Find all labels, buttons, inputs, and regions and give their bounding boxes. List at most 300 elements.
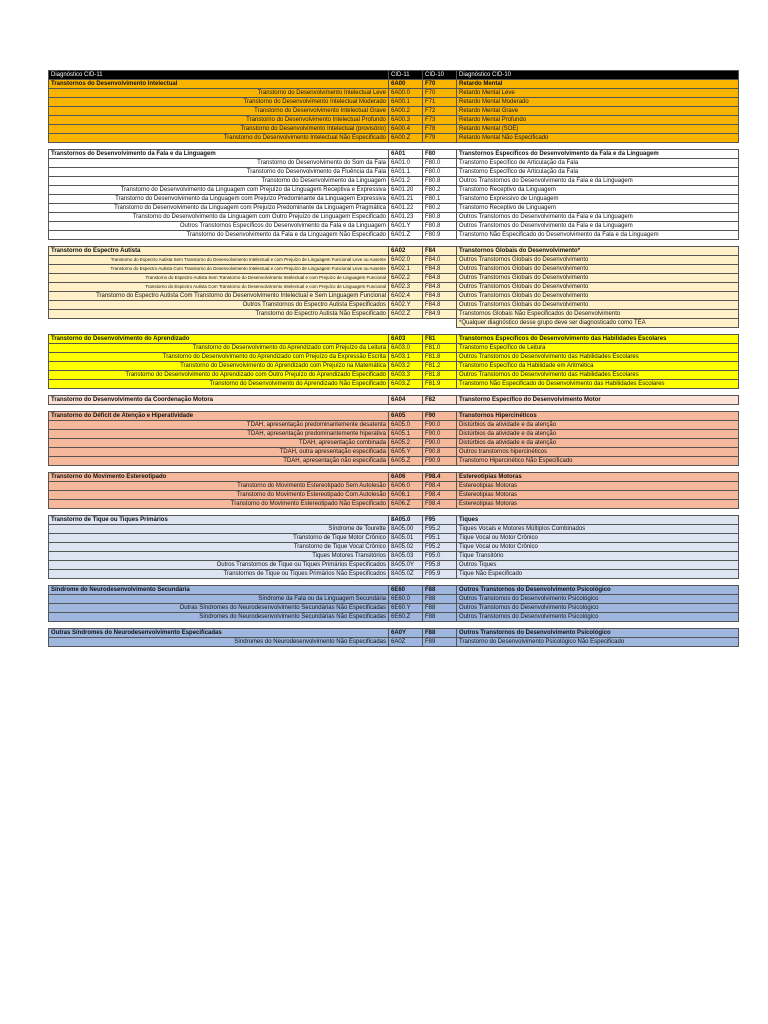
- cell-cid11-diagnosis: Outros Transtornos do Espectro Autista Especificados: [49, 301, 389, 310]
- section-title-row: [49, 150, 739, 159]
- cell-cid11-diagnosis: Transtorno do Desenvolvimento Intelectual Não Especificado: [49, 134, 389, 143]
- section-title-row: [49, 396, 739, 405]
- cell-cid10-code: F80.0: [423, 159, 457, 168]
- cell-cid10-diagnosis: Outros Transtornos Globais do Desenvolvimento: [457, 256, 739, 265]
- section-gap: [49, 143, 739, 150]
- cell-cid10-code: F98.4: [423, 491, 457, 500]
- table-row: [49, 491, 739, 500]
- cell-cid11-diagnosis: Síndromes do Neurodesenvolvimento Secundárias Não Especificadas: [49, 613, 389, 622]
- cell-cid10-code: F88: [423, 586, 457, 595]
- empty-cell: [49, 319, 389, 328]
- table-row: [49, 159, 739, 168]
- table-row: [49, 195, 739, 204]
- cell-cid10-diagnosis: Outros Transtornos do Desenvolvimento Psicológico: [457, 586, 739, 595]
- cell-cid10-diagnosis: Outros Transtornos do Desenvolvimento Psicológico: [457, 629, 739, 638]
- cell-cid11-diagnosis: Transtorno de Tique Motor Crônico: [49, 534, 389, 543]
- gap-cell: [49, 509, 739, 516]
- cell-cid10-code: F78: [423, 125, 457, 134]
- table-row: [49, 638, 739, 647]
- cell-cid10-code: F82: [423, 396, 457, 405]
- cell-cid11-diagnosis: Transtorno do Espectro Autista Com Transtorno do Desenvolvimento Intelectual e com Prejuízo de Linguagem Funcional: [49, 283, 389, 292]
- cell-cid11-code: 6A01.20: [389, 186, 423, 195]
- section-title-row: [49, 335, 739, 344]
- gap-cell: [49, 405, 739, 412]
- cell-cid10-code: F84.9: [423, 310, 457, 319]
- cell-cid10-code: F79: [423, 134, 457, 143]
- cell-cid11-code: 6A02.3: [389, 283, 423, 292]
- cell-cid10-diagnosis: Tiques Vocais e Motores Múltiplos Combinados: [457, 525, 739, 534]
- cell-cid11-diagnosis: Transtorno do Movimento Estereotipado Não Especificado: [49, 500, 389, 509]
- cell-cid11-code: 6A02.1: [389, 265, 423, 274]
- cid-table: [48, 70, 739, 647]
- table-row: [49, 213, 739, 222]
- cell-cid11-code: 6E60.Z: [389, 613, 423, 622]
- section-title-row: [49, 412, 739, 421]
- cell-cid11-code: 6A03.2: [389, 362, 423, 371]
- table-row: [49, 265, 739, 274]
- cell-cid10-code: F81.9: [423, 380, 457, 389]
- empty-cell: [389, 319, 423, 328]
- cell-cid10-diagnosis: Transtorno Específico de Articulação da Fala: [457, 159, 739, 168]
- cell-cid10-diagnosis: Outros Transtornos do Desenvolvimento Psicológico: [457, 604, 739, 613]
- cell-cid11-code: 6A00: [389, 80, 423, 89]
- cell-cid11-code: 6A02.4: [389, 292, 423, 301]
- cell-cid11-code: 6A05: [389, 412, 423, 421]
- table-row: [49, 457, 739, 466]
- cell-cid10-diagnosis: Transtorno Receptivo da Linguagem: [457, 186, 739, 195]
- cell-cid11-diagnosis: Transtorno do Movimento Estereotipado: [49, 473, 389, 482]
- section-gap: [49, 389, 739, 396]
- table-row: [49, 430, 739, 439]
- cell-cid11-diagnosis: Transtorno do Movimento Estereotipado Com Autolesão: [49, 491, 389, 500]
- section-gap: [49, 509, 739, 516]
- cell-cid11-code: 6A05.Y: [389, 448, 423, 457]
- table-row: [49, 168, 739, 177]
- cell-cid11-code: 6E60.0: [389, 595, 423, 604]
- cell-cid11-code: 6A01.1: [389, 168, 423, 177]
- cell-cid10-diagnosis: Distúrbios da atividade e da atenção: [457, 439, 739, 448]
- cell-cid11-code: 8A05.01: [389, 534, 423, 543]
- gap-cell: [49, 622, 739, 629]
- cell-cid10-code: F90.9: [423, 457, 457, 466]
- cell-cid10-code: F95.2: [423, 525, 457, 534]
- header-cid11-diagnosis: Diagnóstico CID-11: [49, 71, 389, 80]
- cell-cid10-diagnosis: Outros Transtornos do Desenvolvimento da Fala e da Linguagem: [457, 222, 739, 231]
- cell-cid10-code: F80.8: [423, 213, 457, 222]
- footnote-text: *Qualquer diagnóstico desse grupo deve ser diagnosticado como TEA: [457, 319, 739, 328]
- cell-cid10-diagnosis: Outros Tiques: [457, 561, 739, 570]
- cell-cid11-code: 6A06: [389, 473, 423, 482]
- table-row: [49, 204, 739, 213]
- cell-cid11-code: 6A02.Z: [389, 310, 423, 319]
- cell-cid10-diagnosis: Outros Transtornos Globais do Desenvolvimento: [457, 265, 739, 274]
- cell-cid10-code: F88: [423, 613, 457, 622]
- cell-cid10-code: F84.0: [423, 256, 457, 265]
- cell-cid10-diagnosis: Transtorno Específico de Leitura: [457, 344, 739, 353]
- cell-cid11-code: 8A05.02: [389, 543, 423, 552]
- cell-cid10-code: F84.8: [423, 274, 457, 283]
- cell-cid10-code: F81.0: [423, 344, 457, 353]
- cell-cid11-diagnosis: Outros Transtornos Específicos do Desenvolvimento da Fala e da Linguagem: [49, 222, 389, 231]
- cell-cid11-diagnosis: Transtorno do Desenvolvimento da Coordenação Motora: [49, 396, 389, 405]
- cell-cid11-code: 6A05.Z: [389, 457, 423, 466]
- table-row: [49, 613, 739, 622]
- cell-cid11-diagnosis: TDAH, apresentação combinada: [49, 439, 389, 448]
- gap-cell: [49, 240, 739, 247]
- cell-cid10-diagnosis: Outros Transtornos Globais do Desenvolvimento: [457, 274, 739, 283]
- cell-cid10-code: F95.9: [423, 570, 457, 579]
- cell-cid11-diagnosis: Transtorno do Desenvolvimento do Aprendizado com Outro Prejuízo do Aprendizado Especificado: [49, 371, 389, 380]
- cell-cid11-code: 6A01.22: [389, 204, 423, 213]
- cell-cid11-code: 6A02.0: [389, 256, 423, 265]
- cell-cid11-code: 6A01.23: [389, 213, 423, 222]
- table-row: [49, 98, 739, 107]
- cell-cid10-code: F90.0: [423, 421, 457, 430]
- cell-cid11-code: 6A04: [389, 396, 423, 405]
- empty-cell: [423, 319, 457, 328]
- cell-cid10-code: F88: [423, 595, 457, 604]
- cell-cid11-code: 6A03.3: [389, 371, 423, 380]
- table-row: [49, 448, 739, 457]
- cell-cid10-diagnosis: Estereotipias Motoras: [457, 473, 739, 482]
- cell-cid10-diagnosis: Transtorno do Desenvolvimento Psicológico Não Especificado: [457, 638, 739, 647]
- cell-cid10-diagnosis: Tique Não Especificado: [457, 570, 739, 579]
- cell-cid11-code: 6A02: [389, 247, 423, 256]
- cell-cid10-diagnosis: Transtornos Específicos do Desenvolvimento da Fala e da Linguagem: [457, 150, 739, 159]
- cell-cid11-diagnosis: Tiques Motores Transitórios: [49, 552, 389, 561]
- cell-cid10-diagnosis: Distúrbios da atividade e da atenção: [457, 430, 739, 439]
- cell-cid11-code: 6A03.0: [389, 344, 423, 353]
- cell-cid10-diagnosis: Transtornos Específicos do Desenvolvimento das Habilidades Escolares: [457, 335, 739, 344]
- cell-cid11-diagnosis: Transtorno do Espectro Autista Sem Transtorno do Desenvolvimento Intelectual e com Prejuízo de Linguagem Funcional: [49, 274, 389, 283]
- cell-cid11-diagnosis: Transtorno do Movimento Estereotipado Sem Autolesão: [49, 482, 389, 491]
- cell-cid11-code: 6A06.0: [389, 482, 423, 491]
- footnote-row: [49, 319, 739, 328]
- cell-cid10-diagnosis: Transtorno Específico do Desenvolvimento Motor: [457, 396, 739, 405]
- cell-cid10-code: F80.9: [423, 231, 457, 240]
- cell-cid10-code: F80.8: [423, 222, 457, 231]
- table-row: [49, 439, 739, 448]
- gap-cell: [49, 466, 739, 473]
- cell-cid10-diagnosis: Retardo Mental: [457, 80, 739, 89]
- cell-cid10-diagnosis: Outros Transtornos do Desenvolvimento das Habilidades Escolares: [457, 371, 739, 380]
- cell-cid11-code: 6A01.21: [389, 195, 423, 204]
- cell-cid11-code: 6A05.2: [389, 439, 423, 448]
- cell-cid11-code: 6A05.0: [389, 421, 423, 430]
- table-row: [49, 177, 739, 186]
- cell-cid11-code: 6A00.1: [389, 98, 423, 107]
- table-row: [49, 353, 739, 362]
- cell-cid10-diagnosis: Outros Transtornos do Desenvolvimento Psicológico: [457, 595, 739, 604]
- section-gap: [49, 466, 739, 473]
- cell-cid10-diagnosis: Retardo Mental Grave: [457, 107, 739, 116]
- cell-cid10-code: F84.8: [423, 265, 457, 274]
- cell-cid10-diagnosis: Transtornos Globais do Desenvolvimento*: [457, 247, 739, 256]
- gap-cell: [49, 143, 739, 150]
- cell-cid11-diagnosis: Outros Transtornos de Tique ou Tiques Primários Especificados: [49, 561, 389, 570]
- cell-cid10-code: F80.1: [423, 195, 457, 204]
- cell-cid10-diagnosis: Outros Transtornos do Desenvolvimento da Fala e da Linguagem: [457, 177, 739, 186]
- cell-cid10-diagnosis: Transtorno Específico da Habilidade em Aritmética: [457, 362, 739, 371]
- cell-cid11-code: 8A05.00: [389, 525, 423, 534]
- cell-cid11-code: 6A01.Y: [389, 222, 423, 231]
- cell-cid10-diagnosis: Retardo Mental Profundo: [457, 116, 739, 125]
- cell-cid11-diagnosis: Transtorno do Desenvolvimento do Som da Fala: [49, 159, 389, 168]
- cell-cid10-diagnosis: Transtorno Hipercinético Não Especificado: [457, 457, 739, 466]
- cell-cid11-diagnosis: Transtorno do Desenvolvimento da Linguagem com Prejuízo Predominante da Linguagem Expressiva: [49, 195, 389, 204]
- table-row: [49, 500, 739, 509]
- cell-cid11-code: 6A02.Y: [389, 301, 423, 310]
- section-gap: [49, 405, 739, 412]
- cell-cid10-diagnosis: Tique Vocal ou Motor Crônico: [457, 543, 739, 552]
- section-title-row: [49, 80, 739, 89]
- table-row: [49, 107, 739, 116]
- cell-cid11-diagnosis: Síndrome do Neurodesenvolvimento Secundária: [49, 586, 389, 595]
- table-row: [49, 274, 739, 283]
- section-title-row: [49, 629, 739, 638]
- table-row: [49, 125, 739, 134]
- cell-cid11-diagnosis: Transtorno de Tique Vocal Crônico: [49, 543, 389, 552]
- cell-cid10-diagnosis: Transtorno Não Especificado do Desenvolvimento da Fala e da Linguagem: [457, 231, 739, 240]
- cell-cid10-code: F81.8: [423, 371, 457, 380]
- cell-cid10-code: F70: [423, 89, 457, 98]
- cell-cid11-code: 8A05.0Z: [389, 570, 423, 579]
- cell-cid10-code: F98.4: [423, 473, 457, 482]
- cell-cid11-code: 6A00.4: [389, 125, 423, 134]
- cell-cid10-code: F95.0: [423, 552, 457, 561]
- header-row: [49, 71, 739, 80]
- cell-cid10-code: F88: [423, 604, 457, 613]
- cell-cid11-diagnosis: Transtornos do Desenvolvimento da Fala e da Linguagem: [49, 150, 389, 159]
- cid-comparison-sheet: [48, 70, 738, 647]
- table-row: [49, 421, 739, 430]
- cell-cid10-diagnosis: Outros transtornos hipercinéticos: [457, 448, 739, 457]
- cell-cid10-code: F88: [423, 629, 457, 638]
- cell-cid11-diagnosis: Outras Síndromes do Neurodesenvolvimento Secundárias Não Especificadas: [49, 604, 389, 613]
- cell-cid11-diagnosis: Transtorno do Desenvolvimento do Aprendizado com Prejuízo da Expressão Escrita: [49, 353, 389, 362]
- table-row: [49, 310, 739, 319]
- table-row: [49, 534, 739, 543]
- cell-cid10-code: F84.8: [423, 283, 457, 292]
- table-row: [49, 371, 739, 380]
- cell-cid10-code: F70: [423, 80, 457, 89]
- cell-cid10-code: F80.2: [423, 186, 457, 195]
- cell-cid10-code: F84.8: [423, 292, 457, 301]
- cell-cid10-code: F90.0: [423, 430, 457, 439]
- cell-cid10-code: F81.8: [423, 353, 457, 362]
- cell-cid10-code: F80.8: [423, 177, 457, 186]
- cell-cid11-code: 6A01.2: [389, 177, 423, 186]
- cell-cid11-code: 8A05.03: [389, 552, 423, 561]
- cell-cid10-code: F80: [423, 150, 457, 159]
- table-row: [49, 604, 739, 613]
- cell-cid11-diagnosis: Transtorno do Espectro Autista: [49, 247, 389, 256]
- table-row: [49, 116, 739, 125]
- cell-cid10-diagnosis: Tique Transitório: [457, 552, 739, 561]
- table-row: [49, 482, 739, 491]
- cell-cid10-diagnosis: Transtornos Hipercinéticos: [457, 412, 739, 421]
- gap-cell: [49, 328, 739, 335]
- cell-cid11-diagnosis: TDAH, outra apresentação especificada: [49, 448, 389, 457]
- table-row: [49, 344, 739, 353]
- cell-cid11-code: 6A06.1: [389, 491, 423, 500]
- table-row: [49, 525, 739, 534]
- cell-cid11-diagnosis: Síndrome da Fala ou da Linguagem Secundária: [49, 595, 389, 604]
- cell-cid11-diagnosis: Transtorno do Espectro Autista Não Especificado: [49, 310, 389, 319]
- table-row: [49, 222, 739, 231]
- cell-cid11-diagnosis: Síndrome de Tourette: [49, 525, 389, 534]
- cell-cid11-code: 6A06.Z: [389, 500, 423, 509]
- section-title-row: [49, 247, 739, 256]
- cell-cid11-code: 6A03.Z: [389, 380, 423, 389]
- table-row: [49, 134, 739, 143]
- cell-cid10-code: F84.8: [423, 301, 457, 310]
- cell-cid10-code: F71: [423, 98, 457, 107]
- section-gap: [49, 328, 739, 335]
- cell-cid11-diagnosis: Transtorno do Desenvolvimento da Fluência da Fala: [49, 168, 389, 177]
- cell-cid11-diagnosis: Transtorno do Desenvolvimento Intelectual (provisório): [49, 125, 389, 134]
- cell-cid11-code: 6E60.Y: [389, 604, 423, 613]
- cell-cid11-code: 8A05.0: [389, 516, 423, 525]
- cell-cid10-diagnosis: Transtorno Expressivo de Linguagem: [457, 195, 739, 204]
- cell-cid10-diagnosis: Estereotipias Motoras: [457, 491, 739, 500]
- cell-cid11-diagnosis: Transtorno do Desenvolvimento da Linguagem com Outro Prejuízo de Linguagem Especificado: [49, 213, 389, 222]
- cell-cid11-diagnosis: TDAH, apresentação predominantemente desatenta: [49, 421, 389, 430]
- table-row: [49, 301, 739, 310]
- cell-cid10-code: F90.0: [423, 439, 457, 448]
- cell-cid11-code: 6A00.3: [389, 116, 423, 125]
- cell-cid11-diagnosis: Transtornos do Desenvolvimento Intelectual: [49, 80, 389, 89]
- cell-cid11-code: 6A00.Z: [389, 134, 423, 143]
- cell-cid11-diagnosis: Transtorno do Desenvolvimento da Fala e da Linguagem Não Especificado: [49, 231, 389, 240]
- cell-cid11-code: 6A0Z: [389, 638, 423, 647]
- cell-cid10-diagnosis: Retardo Mental (SOE): [457, 125, 739, 134]
- table-row: [49, 380, 739, 389]
- cell-cid10-diagnosis: Outros Transtornos Globais do Desenvolvimento: [457, 283, 739, 292]
- cell-cid11-diagnosis: Transtorno do Desenvolvimento da Linguagem com Prejuízo Predominante da Linguagem Pragmática: [49, 204, 389, 213]
- cell-cid11-diagnosis: Transtornos de Tique ou Tiques Primários Não Especificados: [49, 570, 389, 579]
- cell-cid10-diagnosis: Estereotipias Motoras: [457, 482, 739, 491]
- cell-cid10-diagnosis: Retardo Mental Não Especificado: [457, 134, 739, 143]
- table-row: [49, 231, 739, 240]
- cell-cid10-diagnosis: Retardo Mental Leve: [457, 89, 739, 98]
- cell-cid10-code: F73: [423, 116, 457, 125]
- cell-cid11-code: 6A03.1: [389, 353, 423, 362]
- cell-cid10-code: F81.2: [423, 362, 457, 371]
- table-row: [49, 186, 739, 195]
- cell-cid11-code: 6E60: [389, 586, 423, 595]
- cell-cid11-code: 6A01: [389, 150, 423, 159]
- table-row: [49, 561, 739, 570]
- header-cid10-diagnosis: Diagnóstico CID-10: [457, 71, 739, 80]
- cell-cid10-diagnosis: Transtorno Específico de Articulação da Fala: [457, 168, 739, 177]
- section-title-row: [49, 586, 739, 595]
- cell-cid10-diagnosis: Transtorno Receptivo de Linguagem: [457, 204, 739, 213]
- section-gap: [49, 240, 739, 247]
- header-cid11-code: CID-11: [389, 71, 423, 80]
- cell-cid11-code: 6A00.0: [389, 89, 423, 98]
- cell-cid11-diagnosis: Transtorno do Desenvolvimento da Linguagem com Prejuízo da Linguagem Receptiva e Expressiva: [49, 186, 389, 195]
- section-title-row: [49, 473, 739, 482]
- cell-cid10-diagnosis: Distúrbios da atividade e da atenção: [457, 421, 739, 430]
- cell-cid10-code: F95.8: [423, 561, 457, 570]
- cell-cid11-code: 8A05.0Y: [389, 561, 423, 570]
- cell-cid11-code: 6A01.0: [389, 159, 423, 168]
- cell-cid11-diagnosis: Transtorno do Espectro Autista Com Transtorno do Desenvolvimento Intelectual e com Prejuízo de Linguagem Funcional Leve ou Ausente: [49, 265, 389, 274]
- table-row: [49, 292, 739, 301]
- cell-cid10-code: F95.1: [423, 534, 457, 543]
- cell-cid11-code: 6A01.Z: [389, 231, 423, 240]
- cell-cid11-diagnosis: Síndromes do Neurodesenvolvimento Não Especificadas: [49, 638, 389, 647]
- cell-cid10-diagnosis: Tiques: [457, 516, 739, 525]
- table-row: [49, 89, 739, 98]
- cell-cid10-diagnosis: Transtorno Não Especificado do Desenvolvimento das Habilidades Escolares: [457, 380, 739, 389]
- cell-cid10-diagnosis: Estereotipias Motoras: [457, 500, 739, 509]
- table-row: [49, 552, 739, 561]
- cell-cid10-code: F89: [423, 638, 457, 647]
- cell-cid11-code: 6A02.2: [389, 274, 423, 283]
- cell-cid11-diagnosis: Transtorno do Desenvolvimento do Aprendizado Não Especificado: [49, 380, 389, 389]
- cell-cid11-diagnosis: TDAH, apresentação predominantemente hiperativa: [49, 430, 389, 439]
- cell-cid10-diagnosis: Transtornos Globais Não Especificados do Desenvolvimento: [457, 310, 739, 319]
- cell-cid10-code: F95.2: [423, 543, 457, 552]
- cell-cid11-diagnosis: Transtorno do Desenvolvimento do Aprendizado: [49, 335, 389, 344]
- table-row: [49, 256, 739, 265]
- cell-cid10-diagnosis: Outros Transtornos do Desenvolvimento das Habilidades Escolares: [457, 353, 739, 362]
- cell-cid11-diagnosis: Transtorno do Desenvolvimento Intelectual Grave: [49, 107, 389, 116]
- cell-cid10-code: F80.2: [423, 204, 457, 213]
- cell-cid11-diagnosis: Transtorno do Espectro Autista Sem Transtorno do Desenvolvimento Intelectual e com Prejuízo de Linguagem Funcional Leve ou Ausente: [49, 256, 389, 265]
- table-row: [49, 543, 739, 552]
- cell-cid11-diagnosis: Transtorno do Desenvolvimento do Aprendizado com Prejuízo da Leitura: [49, 344, 389, 353]
- section-title-row: [49, 516, 739, 525]
- cell-cid11-diagnosis: Transtorno do Desenvolvimento da Linguagem: [49, 177, 389, 186]
- cell-cid10-code: F90.8: [423, 448, 457, 457]
- gap-cell: [49, 579, 739, 586]
- cell-cid11-diagnosis: Transtorno do Desenvolvimento Intelectual Profundo: [49, 116, 389, 125]
- cell-cid11-code: 6A03: [389, 335, 423, 344]
- cell-cid11-diagnosis: Outras Síndromes do Neurodesenvolvimento Especificadas: [49, 629, 389, 638]
- table-row: [49, 362, 739, 371]
- section-gap: [49, 622, 739, 629]
- table-body: [49, 71, 739, 647]
- cell-cid11-diagnosis: Transtorno do Desenvolvimento Intelectual Leve: [49, 89, 389, 98]
- cell-cid11-code: 6A00.2: [389, 107, 423, 116]
- cell-cid11-code: 6A05.1: [389, 430, 423, 439]
- cell-cid10-diagnosis: Tique Vocal ou Motor Crônico: [457, 534, 739, 543]
- cell-cid11-code: 6A0Y: [389, 629, 423, 638]
- cell-cid10-code: F80.0: [423, 168, 457, 177]
- table-row: [49, 595, 739, 604]
- table-row: [49, 283, 739, 292]
- cell-cid10-code: F90: [423, 412, 457, 421]
- cell-cid10-diagnosis: Outros Transtornos do Desenvolvimento da Fala e da Linguagem: [457, 213, 739, 222]
- cell-cid11-diagnosis: Transtorno de Tique ou Tiques Primários: [49, 516, 389, 525]
- cell-cid10-code: F72: [423, 107, 457, 116]
- cell-cid11-diagnosis: Transtorno do Desenvolvimento Intelectual Moderado: [49, 98, 389, 107]
- header-cid10-code: CID-10: [423, 71, 457, 80]
- cell-cid11-diagnosis: Transtorno do Déficit de Atenção e Hiperatividade: [49, 412, 389, 421]
- cell-cid10-code: F98.4: [423, 482, 457, 491]
- section-gap: [49, 579, 739, 586]
- cell-cid10-code: F81: [423, 335, 457, 344]
- cell-cid10-diagnosis: Outros Transtornos Globais do Desenvolvimento: [457, 292, 739, 301]
- cell-cid10-diagnosis: Outros Transtornos do Desenvolvimento Psicológico: [457, 613, 739, 622]
- cell-cid10-code: F98.4: [423, 500, 457, 509]
- cell-cid10-code: F95: [423, 516, 457, 525]
- cell-cid10-diagnosis: Outros Transtornos Globais do Desenvolvimento: [457, 301, 739, 310]
- cell-cid11-diagnosis: TDAH, apresentação não especificada: [49, 457, 389, 466]
